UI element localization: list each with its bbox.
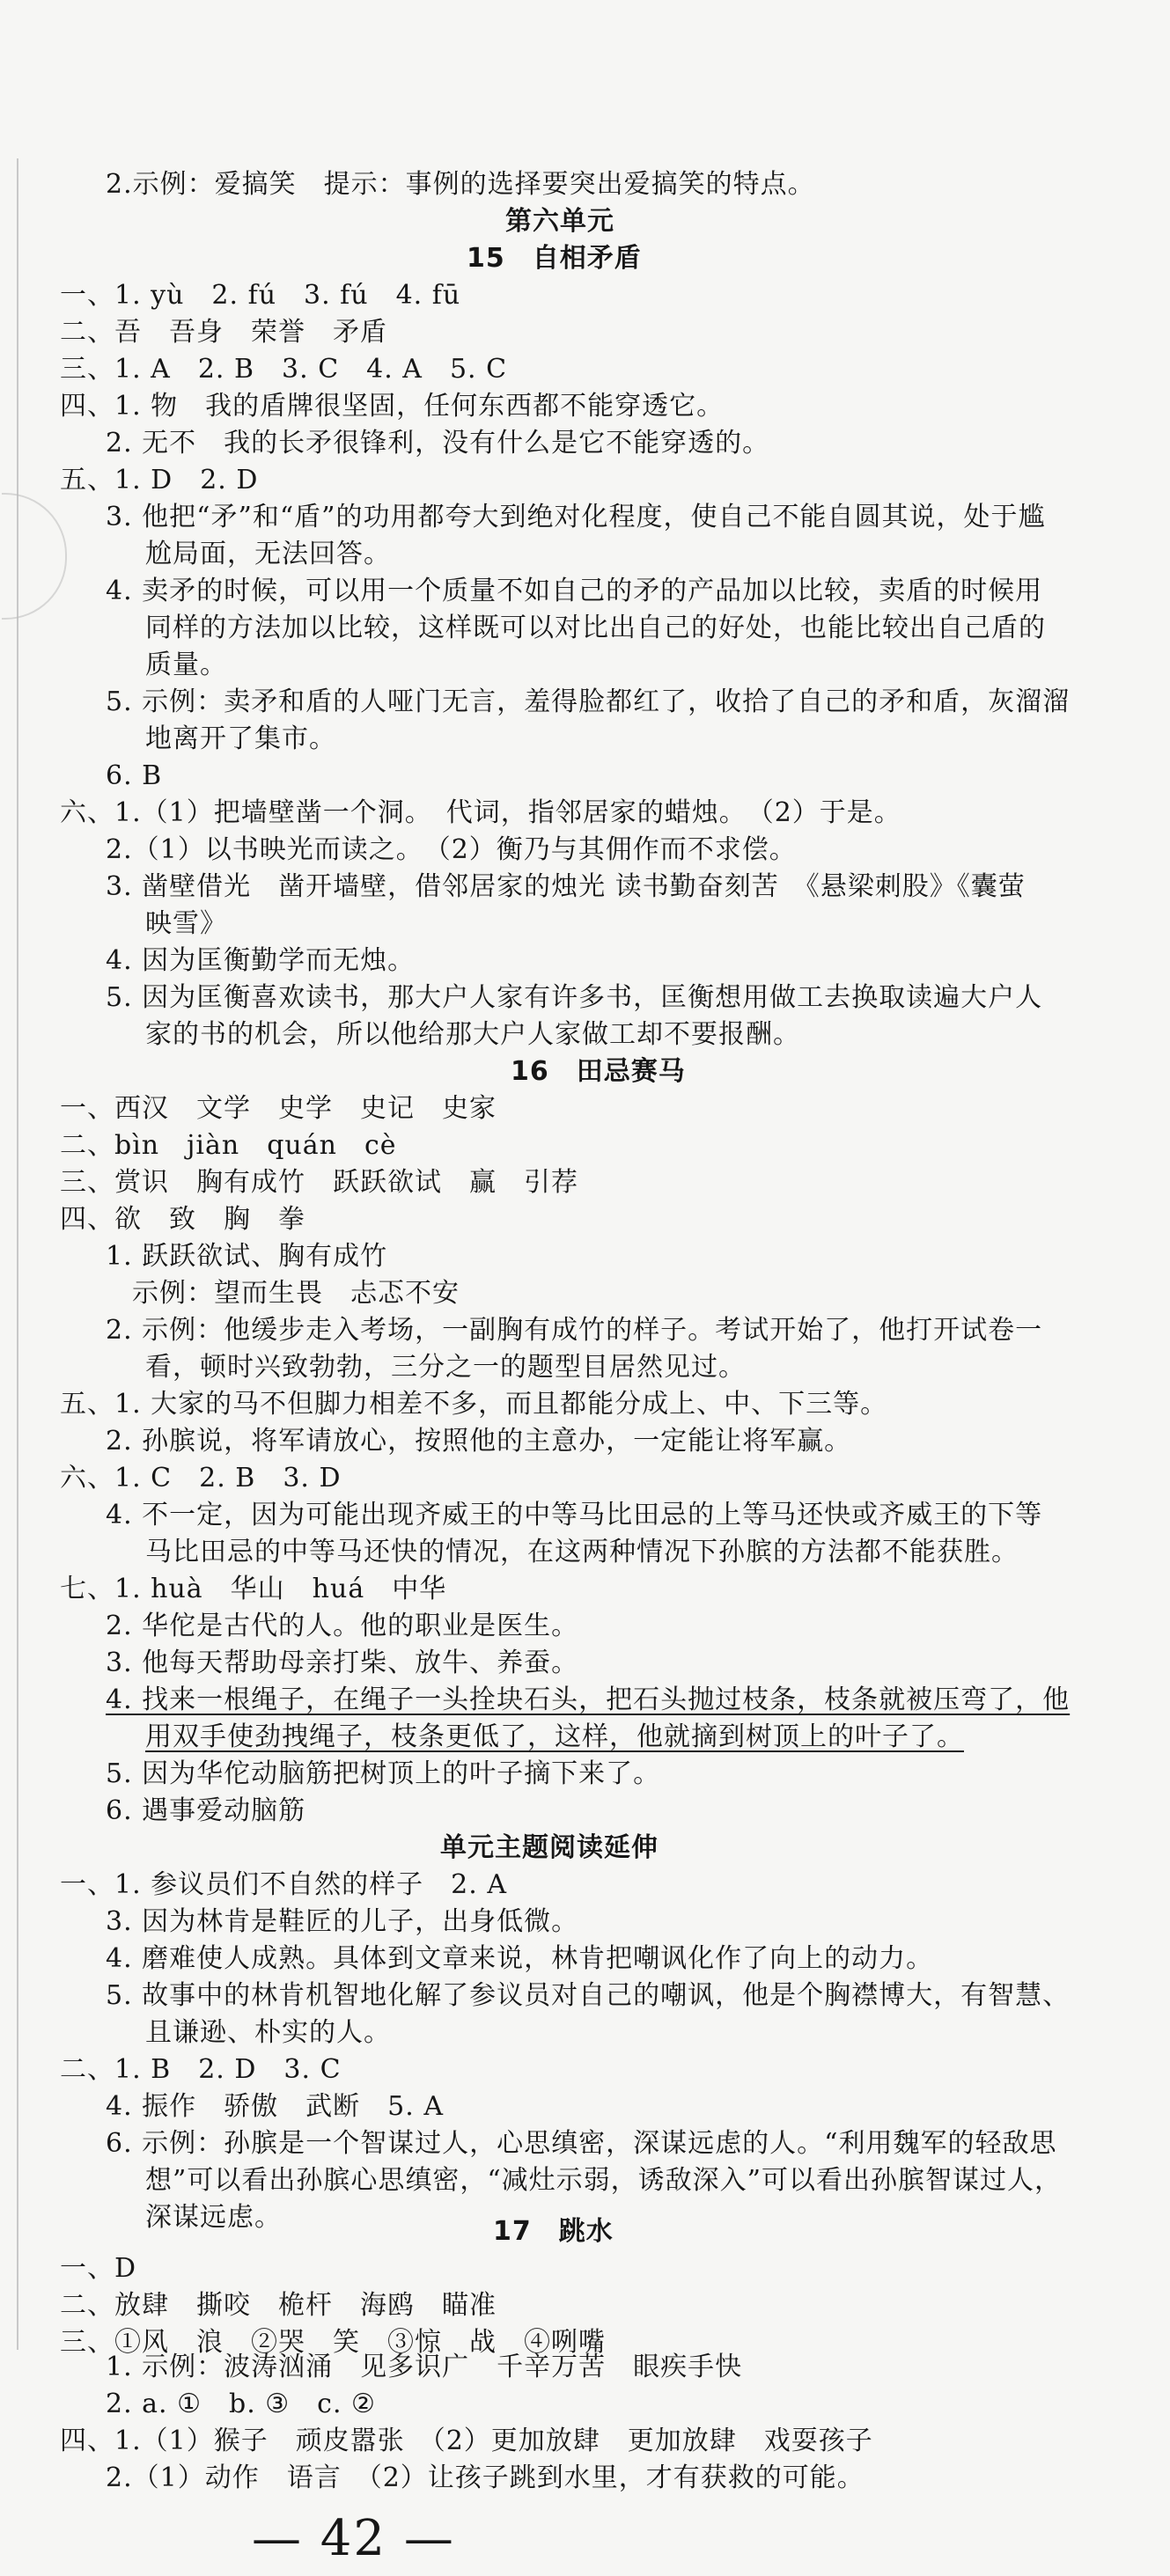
- answer-line: [0, 1311, 1170, 1350]
- answer-line: [0, 683, 1170, 722]
- answer-line: [0, 498, 1170, 537]
- answer-line-text: 6. 遇事爱动脑筋: [106, 1795, 306, 1826]
- answer-line-text: 4. 卖矛的时候，可以用一个质量不如自己的矛的产品加以比较，卖盾的时候用: [106, 576, 1043, 606]
- answer-line-text: 想”可以看出孙膑心思缜密，“减灶示弱，诱敌深入”可以看出孙膑智谋过人，: [145, 2165, 1063, 2196]
- answer-line: [0, 1163, 1170, 1202]
- answer-line: [0, 2161, 1170, 2200]
- answer-line-text: 三、①风 浪 ②哭 笑 ③惊 战 ④咧嘴: [60, 2327, 606, 2358]
- section-heading: [0, 239, 1170, 278]
- answer-line: [0, 1903, 1170, 1941]
- answer-line-text: 六、1.（1）把墙壁凿一个洞。 代词，指邻居家的蜡烛。 （2）于是。: [60, 797, 901, 828]
- answer-line: [0, 720, 1170, 759]
- answer-line: [0, 350, 1170, 389]
- answer-line-text: 用双手使劲拽绳子，枝条更低了，这样，他就摘到树顶上的叶子了。: [145, 1721, 964, 1752]
- answer-line: [0, 1385, 1170, 1424]
- answer-line: [0, 313, 1170, 352]
- answer-line: [0, 2249, 1170, 2288]
- answer-line: [0, 1274, 1170, 1313]
- answer-line-text: 深谋远虑。: [145, 2202, 282, 2233]
- answer-line-text: 4. 因为匡衡勤学而无烛。: [106, 945, 416, 976]
- answer-line: [0, 1533, 1170, 1572]
- answer-line: [0, 1644, 1170, 1683]
- answer-line: [0, 1237, 1170, 1276]
- answer-line: [0, 1607, 1170, 1646]
- answer-line: [0, 1792, 1170, 1831]
- answer-line-text: 二、1. B 2. D 3. C: [60, 2054, 342, 2085]
- answer-line: [0, 757, 1170, 796]
- answer-line-text: 四、1. 物 我的盾牌很坚固，任何东西都不能穿透它。: [60, 391, 725, 422]
- answer-line: [0, 794, 1170, 833]
- answer-line-text: 2. 无不 我的长矛很锋利，没有什么是它不能穿透的。: [106, 428, 770, 459]
- answer-line-text: 五、1. 大家的马不但脚力相差不多，而且都能分成上、中、下三等。: [60, 1389, 888, 1420]
- answer-line: [0, 1016, 1170, 1054]
- page-number: [0, 2508, 1170, 2570]
- answer-line: [0, 1977, 1170, 2015]
- answer-line-text: 一、1. yù 2. fú 3. fú 4. fū: [60, 280, 461, 311]
- answer-line-text: 马比田忌的中等马还快的情况，在这两种情况下孙膑的方法都不能获胜。: [145, 1537, 1019, 1567]
- section-heading: [0, 2213, 1170, 2251]
- answer-line-text: 5. 故事中的林肯机智地化解了参议员对自己的嘲讽，他是个胸襟博大，有智慧、: [106, 1980, 1071, 2011]
- answer-line: [0, 276, 1170, 315]
- answer-line-text: 3. 他每天帮助母亲打柴、放牛、养蚕。: [106, 1648, 579, 1678]
- answer-line: [0, 1755, 1170, 1794]
- answer-line: [0, 609, 1170, 648]
- answer-line-text: 六、1. C 2. B 3. D: [60, 1463, 342, 1493]
- answer-line: [0, 1200, 1170, 1239]
- answer-line-text: 家的书的机会，所以他给那大户人家做工却不要报酬。: [145, 1019, 800, 1050]
- answer-line-text: 4. 磨难使人成熟。具体到文章来说，林肯把嘲讽化作了向上的动力。: [106, 1943, 934, 1974]
- answer-line-text: 2. 华佗是古代的人。他的职业是医生。: [106, 1611, 579, 1641]
- answer-line-text: 6. 示例：孙膑是一个智谋过人，心思缜密，深谋远虑的人。“利用魏军的轻敌思: [106, 2128, 1057, 2159]
- answer-line-text: 三、1. A 2. B 3. C 4. A 5. C: [60, 354, 508, 385]
- answer-line: [0, 2088, 1170, 2126]
- answer-line: [0, 1718, 1170, 1757]
- answer-line: [0, 1090, 1170, 1128]
- answer-line: [0, 165, 1170, 204]
- answer-line-text: 4. 振作 骄傲 武断 5. A: [106, 2091, 444, 2122]
- answer-line-text: 2.（1）动作 语言 （2）让孩子跳到水里，才有获救的可能。: [106, 2462, 865, 2493]
- answer-line: [0, 1496, 1170, 1535]
- answer-line-text: 2. a. ① b. ③ c. ②: [106, 2389, 376, 2419]
- section-heading-text: 17 跳水: [493, 2216, 614, 2247]
- answer-line: [0, 979, 1170, 1017]
- answer-line: [0, 2014, 1170, 2052]
- section-heading: [0, 1053, 1170, 1091]
- section-heading-text: 16 田忌赛马: [511, 1056, 686, 1087]
- answer-line-text: 七、1. huà 华山 huá 中华: [60, 1574, 447, 1604]
- answer-line: [0, 1570, 1170, 1609]
- answer-line: [0, 387, 1170, 426]
- answer-line: [0, 1422, 1170, 1461]
- answer-line: [0, 2385, 1170, 2424]
- answer-line: [0, 2348, 1170, 2387]
- answer-line-text: 3. 他把“矛”和“盾”的功用都夸大到绝对化程度，使自己不能自圆其说，处于尴: [106, 502, 1046, 532]
- answer-line-text: 看，顿时兴致勃勃，三分之一的题型目居然见过。: [145, 1352, 746, 1383]
- answer-line-text: 5. 因为匡衡喜欢读书，那大户人家有许多书，匡衡想用做工去换取读遍大户人: [106, 982, 1043, 1013]
- answer-line: [0, 1866, 1170, 1904]
- answer-line: [0, 461, 1170, 500]
- answer-line-text: 4. 不一定，因为可能出现齐威王的中等马比田忌的上等马还快或齐威王的下等: [106, 1500, 1043, 1530]
- answer-line-text: 二、bìn jiàn quán cè: [60, 1130, 397, 1161]
- answer-line: [0, 2459, 1170, 2498]
- section-heading-text: 15 自相矛盾: [467, 243, 642, 274]
- answer-line: [0, 942, 1170, 980]
- section-heading: [0, 202, 1170, 241]
- answer-line: [0, 2286, 1170, 2325]
- answer-line-text: 2. 孙膑说，将军请放心，按照他的主意办，一定能让将军赢。: [106, 1426, 852, 1457]
- answer-line-text: 5. 因为华佗动脑筋把树顶上的叶子摘下来了。: [106, 1758, 661, 1789]
- answer-line-text: 一、D: [60, 2253, 137, 2284]
- answer-line-text: 2.示例：爱搞笑 提示：事例的选择要突出爱搞笑的特点。: [106, 169, 815, 200]
- answer-line: [0, 905, 1170, 943]
- answer-line-text: 3. 凿壁借光 凿开墙壁，借邻居家的烛光 读书勤奋刻苦 《悬梁刺股》《囊萤: [106, 871, 1026, 902]
- answer-line-text: 3. 因为林肯是鞋匠的儿子，出身低微。: [106, 1906, 579, 1937]
- answer-line-text: 质量。: [145, 650, 227, 680]
- answer-line-text: 1. 跃跃欲试、胸有成竹: [106, 1241, 388, 1272]
- answer-line-text: 且谦逊、朴实的人。: [145, 2017, 391, 2048]
- section-heading-text: 第六单元: [505, 206, 614, 237]
- answer-line-text: 5. 示例：卖矛和盾的人哑门无言，羞得脸都红了，收拾了自己的矛和盾，灰溜溜: [106, 686, 1071, 717]
- answer-line-text: 尬局面，无法回答。: [145, 539, 391, 569]
- answer-line-text: 6. B: [106, 760, 163, 791]
- answer-line-text: 2.（1）以书映光而读之。 （2）衡乃与其佣作而不求偿。: [106, 834, 797, 865]
- answer-line: [0, 535, 1170, 574]
- answer-line-text: 同样的方法加以比较，这样既可以对比出自己的好处，也能比较出自己盾的: [145, 613, 1046, 643]
- answer-line-text: 示例：望而生畏 忐忑不安: [132, 1278, 460, 1309]
- answer-line-text: 二、吾 吾身 荣誉 矛盾: [60, 317, 387, 348]
- answer-line-text: 4. 找来一根绳子，在绳子一头拴块石头，把石头抛过枝条，枝条就被压弯了，他: [106, 1684, 1071, 1715]
- answer-line: [0, 572, 1170, 611]
- answer-line-text: 2. 示例：他缓步走入考场，一副胸有成竹的样子。考试开始了，他打开试卷一: [106, 1315, 1043, 1346]
- answer-line-text: 二、放肆 撕咬 桅杆 海鸥 瞄准: [60, 2290, 497, 2321]
- answer-line: [0, 868, 1170, 906]
- answer-line-text: 四、1.（1）猴子 顽皮嚣张 （2）更加放肆 更加放肆 戏耍孩子: [60, 2426, 873, 2456]
- answer-line-text: 三、赏识 胸有成竹 跃跃欲试 赢 引荐: [60, 1167, 578, 1198]
- answer-line: [0, 1459, 1170, 1498]
- section-heading-text: 单元主题阅读延伸: [440, 1832, 659, 1863]
- answer-line: [0, 1681, 1170, 1720]
- answer-line: [0, 646, 1170, 685]
- answer-line: [0, 2422, 1170, 2461]
- answer-line: [0, 424, 1170, 463]
- page-number-text: — 42 —: [252, 2510, 455, 2567]
- answer-line: [0, 1348, 1170, 1387]
- answer-line: [0, 831, 1170, 870]
- answer-line: [0, 1940, 1170, 1978]
- answer-line: [0, 1127, 1170, 1165]
- answer-line-text: 五、1. D 2. D: [60, 465, 259, 495]
- answer-line-text: 地离开了集市。: [145, 723, 336, 754]
- answer-line: [0, 2051, 1170, 2089]
- answer-line-text: 一、西汉 文学 史学 史记 史家: [60, 1093, 497, 1124]
- answer-line-text: 四、欲 致 胸 拳: [60, 1204, 305, 1235]
- answer-line-text: 1. 示例：波涛汹涌 见多识广 千辛万苦 眼疾手快: [106, 2352, 743, 2382]
- section-heading: [0, 1829, 1170, 1868]
- answer-line: [0, 2125, 1170, 2163]
- answer-line-text: 一、1. 参议员们不自然的样子 2. A: [60, 1869, 507, 1900]
- answer-line-text: 映雪》: [145, 908, 227, 939]
